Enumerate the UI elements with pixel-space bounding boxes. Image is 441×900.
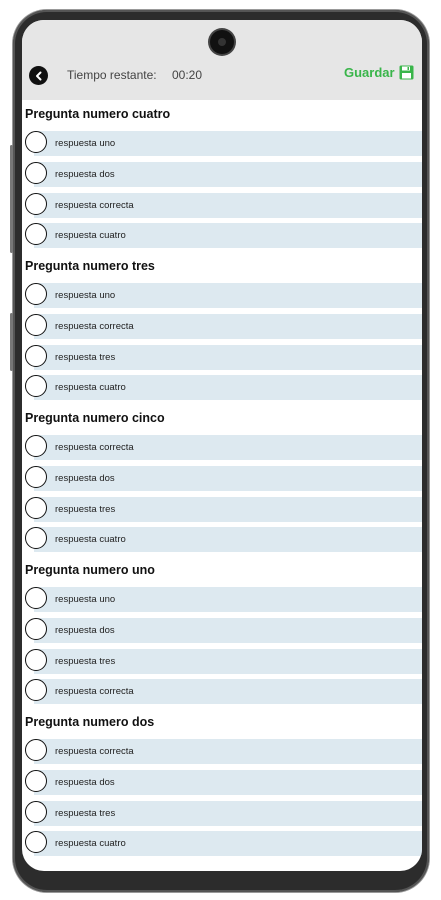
radio-unchecked-icon[interactable] — [25, 283, 47, 305]
answer-label: respuesta cuatro — [55, 838, 126, 849]
question-title: Pregunta numero tres — [25, 259, 155, 273]
save-label: Guardar — [344, 65, 395, 80]
question-title: Pregunta numero cuatro — [25, 107, 171, 121]
answer-option[interactable] — [22, 770, 422, 795]
answer-option[interactable] — [22, 527, 422, 552]
answer-option[interactable] — [22, 587, 422, 612]
radio-unchecked-icon[interactable] — [25, 801, 47, 823]
radio-unchecked-icon[interactable] — [25, 435, 47, 457]
answer-label: respuesta correcta — [55, 321, 134, 332]
answer-option[interactable] — [22, 497, 422, 522]
radio-unchecked-icon[interactable] — [25, 770, 47, 792]
radio-unchecked-icon[interactable] — [25, 375, 47, 397]
radio-unchecked-icon[interactable] — [25, 739, 47, 761]
answer-label: respuesta correcta — [55, 200, 134, 211]
radio-unchecked-icon[interactable] — [25, 831, 47, 853]
answer-option[interactable] — [22, 801, 422, 826]
radio-unchecked-icon[interactable] — [25, 466, 47, 488]
chevron-left-icon — [34, 71, 44, 81]
question-title: Pregunta numero dos — [25, 715, 155, 729]
radio-unchecked-icon[interactable] — [25, 649, 47, 671]
answer-option[interactable] — [22, 193, 422, 218]
front-camera — [210, 30, 234, 54]
answer-option[interactable] — [22, 831, 422, 856]
answer-option[interactable] — [22, 131, 422, 156]
answer-label: respuesta uno — [55, 594, 116, 605]
radio-unchecked-icon[interactable] — [25, 618, 47, 640]
answer-option[interactable] — [22, 739, 422, 764]
volume-button — [10, 145, 13, 253]
answer-option[interactable] — [22, 345, 422, 370]
answer-label: respuesta dos — [55, 473, 115, 484]
answer-option[interactable] — [22, 314, 422, 339]
quiz-list — [22, 100, 422, 871]
answer-label: respuesta correcta — [55, 686, 134, 697]
answer-label: respuesta correcta — [55, 746, 134, 757]
radio-unchecked-icon[interactable] — [25, 345, 47, 367]
radio-unchecked-icon[interactable] — [25, 679, 47, 701]
answer-option[interactable] — [22, 618, 422, 643]
radio-unchecked-icon[interactable] — [25, 527, 47, 549]
answer-option[interactable] — [22, 375, 422, 400]
radio-unchecked-icon[interactable] — [25, 193, 47, 215]
answer-label: respuesta tres — [55, 352, 116, 363]
answer-option[interactable] — [22, 283, 422, 308]
radio-unchecked-icon[interactable] — [25, 223, 47, 245]
answer-label: respuesta cuatro — [55, 230, 126, 241]
answer-label: respuesta tres — [55, 504, 116, 515]
answer-label: respuesta cuatro — [55, 382, 126, 393]
answer-label: respuesta dos — [55, 625, 115, 636]
save-button[interactable] — [344, 65, 414, 80]
radio-unchecked-icon[interactable] — [25, 587, 47, 609]
answer-label: respuesta dos — [55, 169, 115, 180]
timer-label: Tiempo restante: — [67, 68, 157, 82]
question-title: Pregunta numero cinco — [25, 411, 165, 425]
answer-option[interactable] — [22, 223, 422, 248]
floppy-disk-icon — [399, 65, 414, 80]
answer-label: respuesta tres — [55, 656, 116, 667]
question-title: Pregunta numero uno — [25, 563, 155, 577]
answer-option[interactable] — [22, 679, 422, 704]
answer-option[interactable] — [22, 649, 422, 674]
answer-label: respuesta dos — [55, 777, 115, 788]
answer-option[interactable] — [22, 435, 422, 460]
radio-unchecked-icon[interactable] — [25, 497, 47, 519]
back-button[interactable] — [29, 66, 48, 85]
timer-value: 00:20 — [172, 68, 203, 82]
answer-label: respuesta uno — [55, 290, 116, 301]
app-header — [22, 20, 422, 100]
answer-option[interactable] — [22, 162, 422, 187]
power-button — [10, 313, 13, 371]
answer-label: respuesta tres — [55, 808, 116, 819]
answer-option[interactable] — [22, 466, 422, 491]
answer-label: respuesta cuatro — [55, 534, 126, 545]
app-screen — [22, 20, 422, 871]
radio-unchecked-icon[interactable] — [25, 314, 47, 336]
answer-label: respuesta correcta — [55, 442, 134, 453]
radio-unchecked-icon[interactable] — [25, 131, 47, 153]
answer-label: respuesta uno — [55, 138, 116, 149]
radio-unchecked-icon[interactable] — [25, 162, 47, 184]
